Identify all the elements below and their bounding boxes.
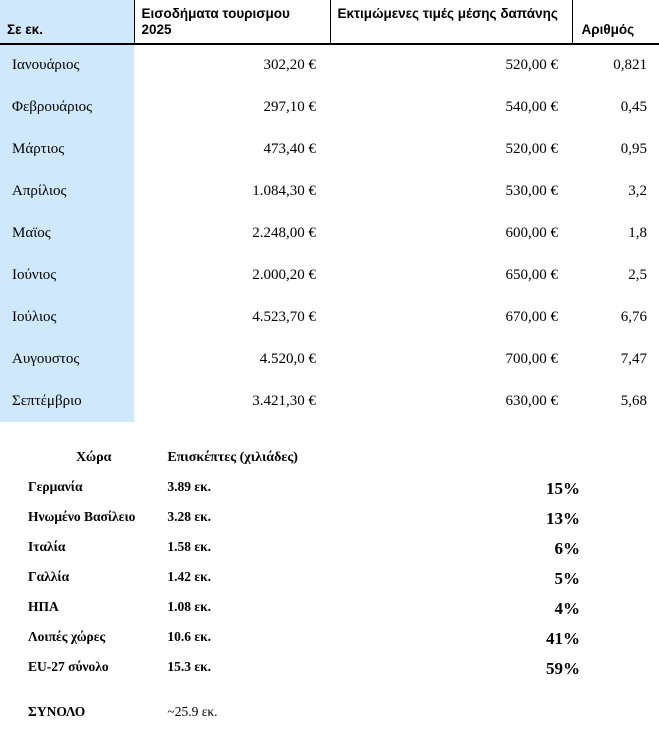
cell-share: 6% xyxy=(554,539,580,559)
header-number: Αριθμός xyxy=(572,0,659,44)
cell-spending: 540,00 € xyxy=(505,98,558,115)
cell-spending: 600,00 € xyxy=(505,224,558,241)
table-row xyxy=(0,44,659,86)
table-row xyxy=(0,128,659,170)
table-row xyxy=(0,170,659,212)
cell-number: 5,68 xyxy=(620,392,647,409)
table-body xyxy=(0,44,659,422)
cell-income: 297,10 € xyxy=(263,98,316,115)
header-income: Εισοδήματα τουρισμου 2025 xyxy=(134,0,330,44)
cell-income: 4.520,0 € xyxy=(259,350,316,367)
cell-visitors: 1.08 εκ. xyxy=(167,599,212,615)
cell-share: 13% xyxy=(546,509,580,529)
cell-country: ΗΠΑ xyxy=(28,599,59,615)
cell-month: Ιανουάριος xyxy=(0,44,134,86)
cell-country: Ιταλία xyxy=(28,539,66,555)
cell-spending: 650,00 € xyxy=(505,266,558,283)
cell-income: 4.523,70 € xyxy=(252,308,316,325)
table-header xyxy=(0,0,659,44)
table-row xyxy=(0,86,659,128)
cell-country: Γαλλία xyxy=(28,569,70,585)
cell-total-visitors: ~25.9 εκ. xyxy=(167,704,218,720)
header-average-spend: Εκτιμώμενες τιμές μέσης δαπάνης xyxy=(330,0,572,44)
cell-month: Σεπτέμβριο xyxy=(0,380,134,422)
cell-income: 3.421,30 € xyxy=(252,392,316,409)
cell-spending: 670,00 € xyxy=(505,308,558,325)
cell-visitors: 3.28 εκ. xyxy=(167,509,212,525)
table-row xyxy=(0,338,659,380)
cell-visitors: 1.58 εκ. xyxy=(167,539,212,555)
header-unit-label: Σε εκ. xyxy=(0,0,134,44)
table-row xyxy=(0,254,659,296)
cell-spending: 530,00 € xyxy=(505,182,558,199)
header-country: Χώρα xyxy=(76,450,112,466)
cell-income: 302,20 € xyxy=(263,57,316,74)
cell-income: 1.084,30 € xyxy=(252,182,316,199)
country-visitors-table xyxy=(24,448,584,725)
country-table-header xyxy=(24,448,584,474)
table-row xyxy=(24,654,584,684)
table-row xyxy=(24,504,584,534)
table-row xyxy=(24,534,584,564)
cell-spending: 520,00 € xyxy=(505,57,558,74)
header-row xyxy=(24,448,584,474)
cell-number: 1,8 xyxy=(628,224,647,241)
cell-share: 41% xyxy=(546,629,580,649)
cell-number: 0,95 xyxy=(620,140,647,157)
header-row xyxy=(0,0,659,44)
country-table-body xyxy=(24,474,584,725)
cell-visitors: 1.42 εκ. xyxy=(167,569,212,585)
total-row xyxy=(24,684,584,725)
cell-share: 5% xyxy=(554,569,580,589)
cell-spending: 630,00 € xyxy=(505,392,558,409)
cell-country: Λοιπές χώρες xyxy=(28,629,106,645)
table-row xyxy=(0,296,659,338)
table-row xyxy=(24,564,584,594)
country-breakdown-section xyxy=(0,448,659,725)
table-row xyxy=(0,212,659,254)
cell-share: 59% xyxy=(546,659,580,679)
table-row xyxy=(24,594,584,624)
cell-month: Ιούλιος xyxy=(0,296,134,338)
cell-total-share xyxy=(440,684,584,725)
table-row xyxy=(24,624,584,654)
cell-number: 3,2 xyxy=(628,182,647,199)
cell-number: 7,47 xyxy=(620,350,647,367)
cell-spending: 520,00 € xyxy=(505,140,558,157)
table-row xyxy=(24,474,584,504)
cell-month: Αυγουστος xyxy=(0,338,134,380)
header-visitors: Επισκέπτες (χιλιάδες) xyxy=(167,450,298,466)
cell-number: 0,821 xyxy=(613,57,647,74)
cell-number: 0,45 xyxy=(620,98,647,115)
cell-total-label: ΣΥΝΟΛΟ xyxy=(28,704,86,720)
cell-month: Μάρτιος xyxy=(0,128,134,170)
cell-visitors: 3.89 εκ. xyxy=(167,479,212,495)
cell-income: 2.000,20 € xyxy=(252,266,316,283)
cell-country: EU-27 σύνολο xyxy=(28,659,109,675)
cell-country: Ηνωμένο Βασίλειο xyxy=(28,509,136,525)
cell-number: 2,5 xyxy=(628,266,647,283)
cell-country: Γερμανία xyxy=(28,479,83,495)
cell-month: Μαϊος xyxy=(0,212,134,254)
cell-share: 4% xyxy=(554,599,580,619)
cell-income: 2.248,00 € xyxy=(252,224,316,241)
cell-month: Απρίλιος xyxy=(0,170,134,212)
cell-visitors: 15.3 εκ. xyxy=(167,659,212,675)
cell-number: 6,76 xyxy=(620,308,647,325)
cell-share: 15% xyxy=(546,479,580,499)
cell-month: Φεβρουάριος xyxy=(0,86,134,128)
cell-spending: 700,00 € xyxy=(505,350,558,367)
cell-month: Ιούνιος xyxy=(0,254,134,296)
table-row xyxy=(0,380,659,422)
cell-visitors: 10.6 εκ. xyxy=(167,629,212,645)
cell-income: 473,40 € xyxy=(263,140,316,157)
header-share xyxy=(440,448,584,474)
